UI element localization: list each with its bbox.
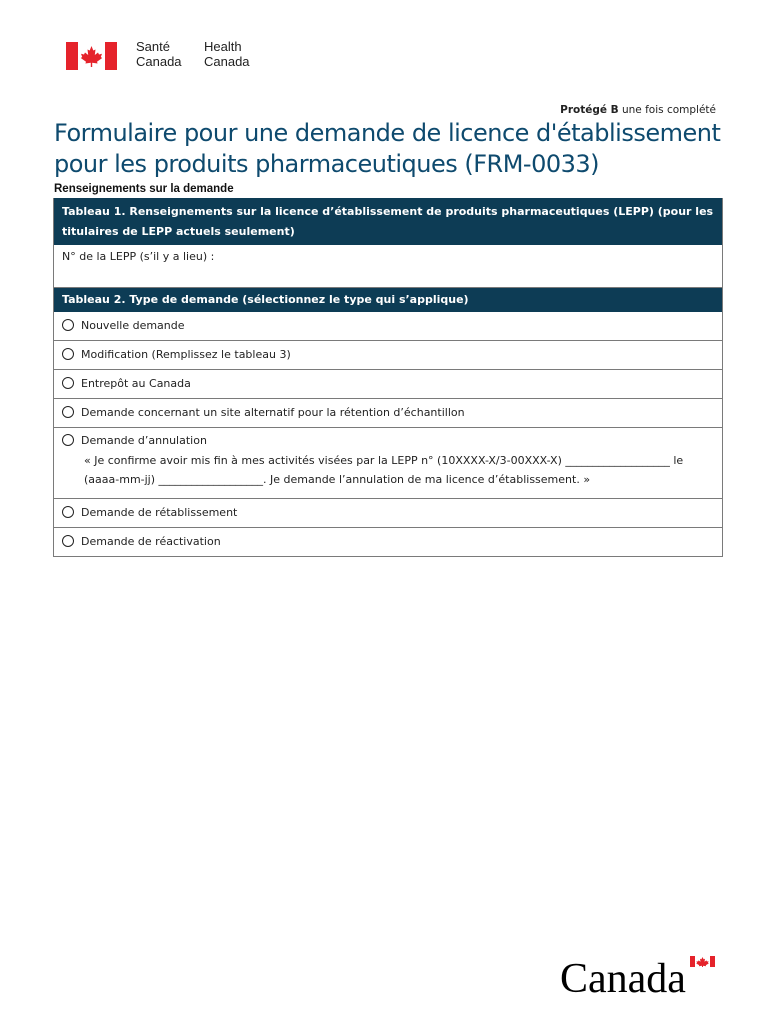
canada-flag-icon xyxy=(66,42,117,70)
canada-wordmark-flag-icon xyxy=(560,956,718,996)
page-title: Formulaire pour une demande de licence d'établissement pour les produits pharmaceutiques (FRM-0033) xyxy=(54,119,721,178)
department-name-fr xyxy=(136,40,182,69)
option-warehouse-canada[interactable] xyxy=(54,370,722,399)
cancellation-statement-line2: (aaaa-mm-jj) ___________________. Je demande l’annulation de ma licence d’établissement. » xyxy=(84,473,591,486)
radio-icon[interactable] xyxy=(62,434,74,446)
application-info-form xyxy=(53,198,723,557)
cancellation-statement-line1: « Je confirme avoir mis fin à mes activités visées par la LEPP n° (10XXXX-X/3-00XXX-X) ___________________ le xyxy=(84,454,684,467)
dept-fr-line1: Santé xyxy=(136,39,170,54)
option-new-application[interactable] xyxy=(54,312,722,341)
radio-icon[interactable] xyxy=(62,406,74,418)
option-label: Entrepôt au Canada xyxy=(81,377,191,390)
table1-header: Tableau 1. Renseignements sur la licence d’établissement de produits pharmaceutiques (LEPP) (pour les titulaires de LEPP actuels seulement) xyxy=(54,198,722,245)
radio-icon[interactable] xyxy=(62,535,74,547)
radio-icon[interactable] xyxy=(62,348,74,360)
radio-icon[interactable] xyxy=(62,319,74,331)
table2-header: Tableau 2. Type de demande (sélectionnez le type qui s’applique) xyxy=(54,288,722,312)
option-reinstatement[interactable] xyxy=(54,499,722,528)
option-alternate-sample-site[interactable] xyxy=(54,399,722,428)
option-label: Demande d’annulation xyxy=(81,434,207,447)
option-reactivation[interactable] xyxy=(54,528,722,556)
department-name-en xyxy=(204,40,250,69)
option-label: Demande concernant un site alternatif pour la rétention d’échantillon xyxy=(81,406,465,419)
option-label: Demande de rétablissement xyxy=(81,506,238,519)
radio-icon[interactable] xyxy=(62,377,74,389)
dept-en-line2: Canada xyxy=(204,53,250,69)
lepp-number-label: N° de la LEPP (s’il y a lieu) : xyxy=(62,250,215,263)
option-amendment[interactable] xyxy=(54,341,722,370)
radio-icon[interactable] xyxy=(62,506,74,518)
wordmark-text: Canada xyxy=(560,956,686,996)
classification-level: Protégé B xyxy=(560,104,619,116)
option-label: Demande de réactivation xyxy=(81,535,221,548)
dept-en-line1: Health xyxy=(204,39,242,54)
option-cancellation[interactable] xyxy=(54,428,722,499)
dept-fr-line2: Canada xyxy=(136,53,182,69)
security-classification xyxy=(560,104,716,116)
option-label: Nouvelle demande xyxy=(81,319,185,332)
classification-note: une fois complété xyxy=(618,104,716,116)
option-label: Modification (Remplissez le tableau 3) xyxy=(81,348,291,361)
section-label: Renseignements sur la demande xyxy=(54,183,234,195)
lepp-number-field[interactable] xyxy=(54,245,722,288)
